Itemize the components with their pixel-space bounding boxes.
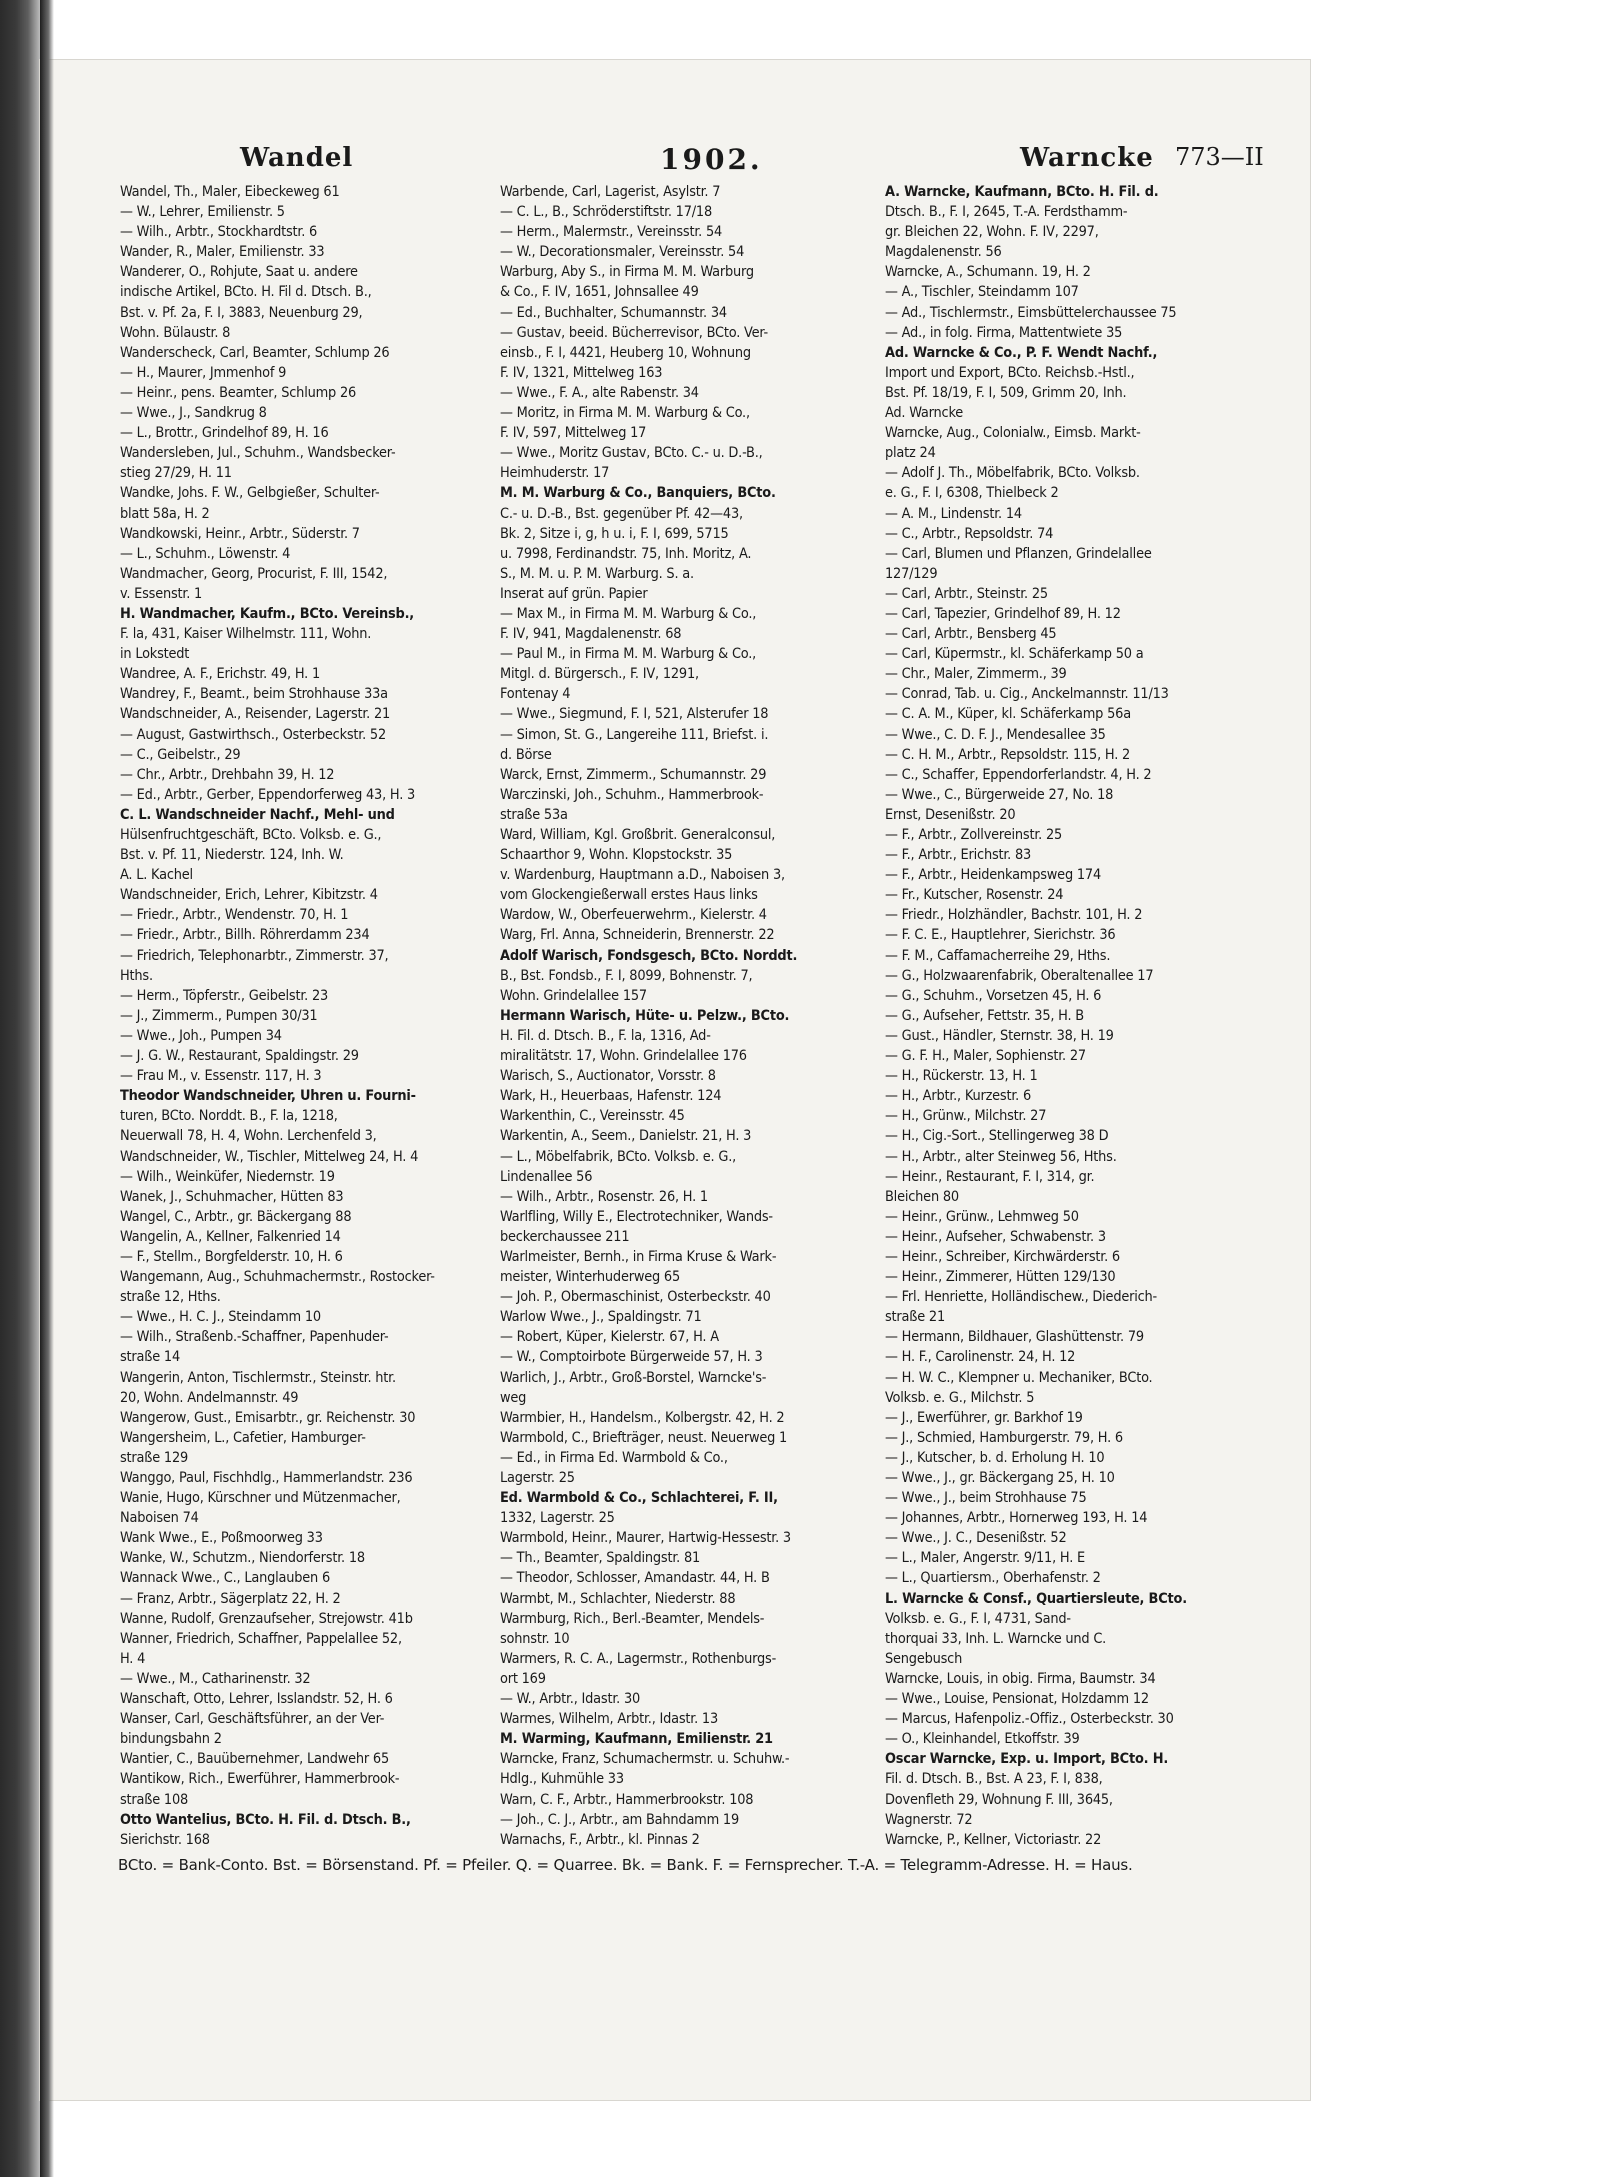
directory-entry-line: — C. A. M., Küper, kl. Schäferkamp 56a: [885, 706, 1131, 723]
directory-entry-line: — August, Gastwirthsch., Osterbeckstr. 52: [120, 726, 386, 743]
directory-entry-line: M. M. Warburg & Co., Banquiers, BCto.: [500, 485, 776, 502]
directory-entry-line: straße 108: [120, 1791, 189, 1808]
directory-entry-line: S., M. M. u. P. M. Warburg. S. a.: [500, 565, 694, 582]
directory-entry-line: C.- u. D.-B., Bst. gegenüber Pf. 42—43,: [500, 505, 743, 522]
directory-entry-line: Wangerow, Gust., Emisarbtr., gr. Reichenstr. 30: [120, 1409, 416, 1426]
directory-entry-line: — Heinr., Zimmerer, Hütten 129/130: [885, 1269, 1116, 1286]
directory-entry-line: Warkenthin, C., Vereinsstr. 45: [500, 1108, 685, 1125]
directory-entry-line: — Heinr., Schreiber, Kirchwärderstr. 6: [885, 1248, 1120, 1265]
directory-entry-line: — Fr., Kutscher, Rosenstr. 24: [885, 887, 1064, 904]
directory-entry-line: — F., Arbtr., Heidenkampsweg 174: [885, 867, 1101, 884]
directory-entry-line: Wandschneider, Erich, Lehrer, Kibitzstr. 4: [120, 887, 378, 904]
directory-entry-line: meister, Winterhuderweg 65: [500, 1269, 680, 1286]
directory-entry-line: — Wwe., Louise, Pensionat, Holzdamm 12: [885, 1691, 1149, 1708]
directory-entry-line: B., Bst. Fondsb., F. I, 8099, Bohnenstr. 7,: [500, 967, 753, 984]
directory-entry-line: — Friedr., Arbtr., Billh. Röhrerdamm 234: [120, 927, 370, 944]
directory-entry-line: u. 7998, Ferdinandstr. 75, Inh. Moritz, A.: [500, 545, 752, 562]
directory-entry-line: 1332, Lagerstr. 25: [500, 1510, 615, 1527]
directory-entry-line: F. la, 431, Kaiser Wilhelmstr. 111, Wohn.: [120, 626, 372, 643]
directory-entry-line: — Heinr., Aufseher, Schwabenstr. 3: [885, 1228, 1106, 1245]
directory-entry-line: Wandke, Johs. F. W., Gelbgießer, Schulter-: [120, 485, 380, 502]
directory-entry-line: Warncke, A., Schumann. 19, H. 2: [885, 264, 1091, 281]
directory-entry-line: Bleichen 80: [885, 1188, 959, 1205]
directory-entry-line: Warisch, S., Auctionator, Vorsstr. 8: [500, 1068, 716, 1085]
directory-entry-line: Warck, Ernst, Zimmerm., Schumannstr. 29: [500, 766, 767, 783]
directory-entry-line: — Chr., Arbtr., Drehbahn 39, H. 12: [120, 766, 335, 783]
header-right-word: Warncke: [1020, 143, 1154, 173]
directory-entry-line: — G. F. H., Maler, Sophienstr. 27: [885, 1048, 1086, 1065]
directory-entry-line: Wandschneider, W., Tischler, Mittelweg 24, H. 4: [120, 1148, 419, 1165]
column-1: [120, 182, 490, 1852]
directory-entry-line: — W., Arbtr., Idastr. 30: [500, 1691, 641, 1708]
directory-entry-line: Warg, Frl. Anna, Schneiderin, Brennerstr. 22: [500, 927, 775, 944]
directory-entry-line: Wanie, Hugo, Kürschner und Mützenmacher,: [120, 1490, 401, 1507]
directory-entry-line: thorquai 33, Inh. L. Warncke und C.: [885, 1630, 1107, 1647]
directory-entry-line: — Carl, Blumen und Pflanzen, Grindelallee: [885, 545, 1152, 562]
directory-entry-line: — Herm., Töpferstr., Geibelstr. 23: [120, 987, 329, 1004]
directory-entry-line: F. IV, 597, Mittelweg 17: [500, 425, 647, 442]
directory-entry-line: — J. G. W., Restaurant, Spaldingstr. 29: [120, 1048, 359, 1065]
directory-entry-line: [500, 1850, 868, 1852]
directory-entry-line: Import und Export, BCto. Reichsb.-Hstl.,: [885, 364, 1135, 381]
directory-entry-line: — Wilh., Straßenb.-Schaffner, Papenhuder-: [120, 1329, 389, 1346]
directory-entry-line: — Theodor, Schlosser, Amandastr. 44, H. B: [500, 1570, 770, 1587]
directory-entry-line: — Joh., C. J., Arbtr., am Bahndamm 19: [500, 1811, 739, 1828]
directory-entry-line: einsb., F. I, 4421, Heuberg 10, Wohnung: [500, 344, 751, 361]
directory-entry-line: Warmers, R. C. A., Lagermstr., Rothenburgs-: [500, 1650, 777, 1667]
directory-entry-line: Wagnerstr. 72: [885, 1811, 973, 1828]
directory-entry-line: Wandersleben, Jul., Schuhm., Wandsbecker-: [120, 445, 396, 462]
directory-entry-line: — Robert, Küper, Kielerstr. 67, H. A: [500, 1329, 719, 1346]
directory-entry-line: Warlmeister, Bernh., in Firma Kruse & Wark-: [500, 1248, 777, 1265]
directory-entry-line: gr. Bleichen 22, Wohn. F. IV, 2297,: [885, 224, 1099, 241]
directory-entry-line: — Paul M., in Firma M. M. Warburg & Co.,: [500, 646, 757, 663]
directory-entry-line: Wardow, W., Oberfeuerwehrm., Kielerstr. 4: [500, 907, 767, 924]
directory-entry-line: — H., Cig.-Sort., Stellingerweg 38 D: [885, 1128, 1109, 1145]
directory-entry-line: [120, 1850, 490, 1852]
directory-entry-line: in Lokstedt: [120, 646, 190, 663]
directory-entry-line: platz 24: [885, 445, 936, 462]
directory-entry-line: weg: [500, 1389, 527, 1406]
directory-entry-line: — L., Brottr., Grindelhof 89, H. 16: [120, 425, 329, 442]
directory-entry-line: v. Essenstr. 1: [120, 585, 203, 602]
directory-entry-line: — Wilh., Arbtr., Rosenstr. 26, H. 1: [500, 1188, 708, 1205]
directory-entry-line: Ernst, Desenißstr. 20: [885, 806, 1016, 823]
directory-entry-line: — Friedrich, Telephonarbtr., Zimmerstr. 37,: [120, 947, 389, 964]
directory-entry-line: Neuerwall 78, H. 4, Wohn. Lerchenfeld 3,: [120, 1128, 377, 1145]
directory-entry-line: — F., Arbtr., Erichstr. 83: [885, 847, 1032, 864]
directory-entry-line: — Th., Beamter, Spaldingstr. 81: [500, 1550, 701, 1567]
directory-entry-line: — H., Arbtr., alter Steinweg 56, Hths.: [885, 1148, 1117, 1165]
directory-entry-line: Wangerin, Anton, Tischlermstr., Steinstr. htr.: [120, 1369, 396, 1386]
directory-entry-line: Warncke, P., Kellner, Victoriastr. 22: [885, 1831, 1102, 1848]
directory-entry-line: miralitätstr. 17, Wohn. Grindelallee 176: [500, 1048, 747, 1065]
directory-entry-line: Wanschaft, Otto, Lehrer, Isslandstr. 52, H. 6: [120, 1691, 393, 1708]
directory-entry-line: — Ad., Tischlermstr., Eimsbüttelerchaussee 75: [885, 304, 1177, 321]
directory-entry-line: Sengebusch: [885, 1650, 963, 1667]
directory-entry-line: L. Warncke & Consf., Quartiersleute, BCto.: [885, 1590, 1187, 1607]
directory-entry-line: — F. M., Caffamacherreihe 29, Hths.: [885, 947, 1111, 964]
directory-entry-line: Warlich, J., Arbtr., Groß-Borstel, Warncke's-: [500, 1369, 767, 1386]
directory-entry-line: indische Artikel, BCto. H. Fil d. Dtsch. B.,: [120, 284, 372, 301]
directory-entry-line: straße 53a: [500, 806, 568, 823]
directory-entry-line: — Carl, Küpermstr., kl. Schäferkamp 50 a: [885, 646, 1144, 663]
directory-entry-line: Warnachs, F., Arbtr., kl. Pinnas 2: [500, 1831, 700, 1848]
directory-entry-line: Wandrey, F., Beamt., beim Strohhause 33a: [120, 686, 388, 703]
directory-entry-line: — Frau M., v. Essenstr. 117, H. 3: [120, 1068, 322, 1085]
directory-entry-line: Wanne, Rudolf, Grenzaufseher, Strejowstr. 41b: [120, 1610, 413, 1627]
directory-entry-line: ort 169: [500, 1670, 546, 1687]
directory-entry-line: Warmburg, Rich., Berl.-Beamter, Mendels-: [500, 1610, 765, 1627]
directory-entry-line: F. IV, 1321, Mittelweg 163: [500, 364, 663, 381]
directory-entry-line: Wanek, J., Schuhmacher, Hütten 83: [120, 1188, 344, 1205]
directory-entry-line: — L., Schuhm., Löwenstr. 4: [120, 545, 291, 562]
directory-entry-line: Wangel, C., Arbtr., gr. Bäckergang 88: [120, 1208, 352, 1225]
directory-entry-line: 20, Wohn. Andelmannstr. 49: [120, 1389, 299, 1406]
directory-entry-line: straße 129: [120, 1449, 189, 1466]
directory-entry-line: F. IV, 941, Magdalenenstr. 68: [500, 626, 682, 643]
directory-entry-line: Bst. v. Pf. 2a, F. I, 3883, Neuenburg 29,: [120, 304, 363, 321]
directory-entry-line: Fil. d. Dtsch. B., Bst. A 23, F. I, 838,: [885, 1771, 1103, 1788]
directory-entry-line: Wanke, W., Schutzm., Niendorferstr. 18: [120, 1550, 365, 1567]
page-header: [100, 143, 1305, 181]
directory-entry-line: Wohn. Bülaustr. 8: [120, 324, 231, 341]
directory-entry-line: Warmbold, C., Briefträger, neust. Neuerweg 1: [500, 1429, 788, 1446]
directory-entry-line: — Wwe., J., gr. Bäckergang 25, H. 10: [885, 1470, 1115, 1486]
directory-entry-line: — Carl, Arbtr., Bensberg 45: [885, 626, 1057, 643]
directory-entry-line: [885, 1850, 1290, 1852]
directory-entry-line: Hermann Warisch, Hüte- u. Pelzw., BCto.: [500, 1007, 790, 1024]
directory-entry-line: Warmbt, M., Schlachter, Niederstr. 88: [500, 1590, 736, 1607]
directory-entry-line: Warkentin, A., Seem., Danielstr. 21, H. 3: [500, 1128, 752, 1145]
directory-entry-line: Lindenallee 56: [500, 1168, 593, 1185]
directory-entry-line: — C., Arbtr., Repsoldstr. 74: [885, 525, 1054, 542]
directory-entry-line: straße 21: [885, 1309, 945, 1326]
column-3: [885, 182, 1290, 1852]
directory-entry-line: — Wilh., Weinküfer, Niedernstr. 19: [120, 1168, 335, 1185]
directory-entry-line: — Wwe., C. D. F. J., Mendesallee 35: [885, 726, 1106, 743]
directory-entry-line: Wantier, C., Bauübernehmer, Landwehr 65: [120, 1751, 390, 1768]
directory-entry-line: Naboisen 74: [120, 1510, 199, 1527]
directory-entry-line: C. L. Wandschneider Nachf., Mehl- und: [120, 806, 395, 823]
directory-entry-line: Wanner, Friedrich, Schaffner, Pappelallee 52,: [120, 1630, 402, 1647]
directory-entry-line: bindungsbahn 2: [120, 1731, 222, 1748]
directory-entry-line: — C. H. M., Arbtr., Repsoldstr. 115, H. 2: [885, 746, 1131, 763]
directory-entry-line: — A. M., Lindenstr. 14: [885, 505, 1022, 522]
directory-entry-line: Wandree, A. F., Erichstr. 49, H. 1: [120, 666, 320, 683]
directory-entry-line: — J., Zimmerm., Pumpen 30/31: [120, 1007, 318, 1024]
directory-entry-line: v. Wardenburg, Hauptmann a.D., Naboisen 3,: [500, 867, 785, 884]
directory-entry-line: M. Warming, Kaufmann, Emilienstr. 21: [500, 1731, 773, 1748]
directory-entry-line: — H. W. C., Klempner u. Mechaniker, BCto.: [885, 1369, 1153, 1386]
directory-entry-line: Hdlg., Kuhmühle 33: [500, 1771, 624, 1788]
directory-entry-line: — Friedr., Arbtr., Wendenstr. 70, H. 1: [120, 907, 349, 924]
directory-entry-line: Wandmacher, Georg, Procurist, F. III, 1542,: [120, 565, 388, 582]
directory-entry-line: Warlfling, Willy E., Electrotechniker, Wands-: [500, 1208, 773, 1225]
directory-entry-line: Warmbier, H., Handelsm., Kolbergstr. 42, H. 2: [500, 1409, 785, 1426]
directory-entry-line: straße 12, Hths.: [120, 1289, 221, 1306]
directory-entry-line: — G., Holzwaarenfabrik, Oberaltenallee 17: [885, 967, 1154, 984]
directory-entry-line: — Franz, Arbtr., Sägerplatz 22, H. 2: [120, 1590, 341, 1607]
directory-entry-line: Theodor Wandschneider, Uhren u. Fourni-: [120, 1088, 416, 1105]
directory-entry-line: Wantikow, Rich., Ewerführer, Hammerbrook-: [120, 1771, 400, 1788]
directory-entry-line: — F., Arbtr., Zollvereinstr. 25: [885, 827, 1063, 843]
directory-entry-line: Bst. v. Pf. 11, Niederstr. 124, Inh. W.: [120, 847, 344, 864]
directory-entry-line: — Carl, Tapezier, Grindelhof 89, H. 12: [885, 605, 1121, 622]
directory-entry-line: Warncke, Aug., Colonialw., Eimsb. Markt-: [885, 425, 1141, 442]
directory-entry-line: — Gustav, beeid. Bücherrevisor, BCto. Ver-: [500, 324, 769, 341]
directory-entry-line: — Johannes, Arbtr., Hornerweg 193, H. 14: [885, 1510, 1148, 1527]
header-year: 1902.: [660, 143, 763, 176]
directory-entry-line: H. Wandmacher, Kaufm., BCto. Vereinsb.,: [120, 605, 415, 622]
directory-entry-line: beckerchaussee 211: [500, 1228, 630, 1245]
directory-entry-line: Warmbold, Heinr., Maurer, Hartwig-Hessestr. 3: [500, 1530, 791, 1547]
directory-entry-line: — Herm., Malermstr., Vereinsstr. 54: [500, 224, 723, 241]
directory-entry-line: Inserat auf grün. Papier: [500, 585, 648, 602]
directory-entry-line: Volksb. e. G., Milchstr. 5: [885, 1389, 1035, 1406]
directory-entry-line: Hülsenfruchtgeschäft, BCto. Volksb. e. G.,: [120, 827, 382, 843]
directory-entry-line: — F., Stellm., Borgfelderstr. 10, H. 6: [120, 1248, 343, 1265]
directory-entry-line: A. L. Kachel: [120, 867, 193, 884]
directory-entry-line: Wangersheim, L., Cafetier, Hamburger-: [120, 1429, 366, 1446]
directory-entry-line: vom Glockengießerwall erstes Haus links: [500, 887, 758, 904]
directory-entry-line: — H., Grünw., Milchstr. 27: [885, 1108, 1047, 1125]
directory-entry-line: — Marcus, Hafenpoliz.-Offiz., Osterbeckstr. 30: [885, 1711, 1174, 1728]
directory-entry-line: — H., Arbtr., Kurzestr. 6: [885, 1088, 1032, 1105]
directory-entry-line: — J., Schmied, Hamburgerstr. 79, H. 6: [885, 1429, 1123, 1446]
directory-entry-line: — W., Decorationsmaler, Vereinsstr. 54: [500, 244, 745, 261]
directory-entry-line: Wanderer, O., Rohjute, Saat u. andere: [120, 264, 358, 281]
directory-entry-line: — Gust., Händler, Sternstr. 38, H. 19: [885, 1027, 1114, 1044]
directory-entry-line: d. Börse: [500, 746, 552, 763]
directory-entry-line: — C., Schaffer, Eppendorferlandstr. 4, H. 2: [885, 766, 1152, 783]
directory-entry-line: — W., Lehrer, Emilienstr. 5: [120, 204, 285, 221]
directory-entry-line: — Wwe., J., Sandkrug 8: [120, 405, 267, 422]
header-left-word: Wandel: [240, 143, 354, 173]
directory-entry-line: Wanggo, Paul, Fischhdlg., Hammerlandstr. 236: [120, 1470, 413, 1486]
directory-entry-line: Warburg, Aby S., in Firma M. M. Warburg: [500, 264, 754, 281]
directory-entry-line: — Wwe., M., Catharinenstr. 32: [120, 1670, 311, 1687]
directory-entry-line: blatt 58a, H. 2: [120, 505, 210, 522]
directory-entry-line: — Heinr., Restaurant, F. I, 314, gr.: [885, 1168, 1095, 1185]
directory-entry-line: — Chr., Maler, Zimmerm., 39: [885, 666, 1067, 683]
directory-entry-line: — Moritz, in Firma M. M. Warburg & Co.,: [500, 405, 750, 422]
directory-entry-line: 127/129: [885, 565, 938, 582]
directory-entry-line: Wandschneider, A., Reisender, Lagerstr. 21: [120, 706, 391, 723]
directory-entry-line: Wohn. Grindelallee 157: [500, 987, 647, 1004]
directory-entry-line: — Max M., in Firma M. M. Warburg & Co.,: [500, 605, 757, 622]
directory-entry-line: Lagerstr. 25: [500, 1470, 575, 1486]
directory-entry-line: — Ed., in Firma Ed. Warmbold & Co.,: [500, 1449, 728, 1466]
directory-entry-line: Bst. Pf. 18/19, F. I, 509, Grimm 20, Inh.: [885, 384, 1127, 401]
directory-entry-line: — Simon, St. G., Langereihe 111, Briefst. i.: [500, 726, 769, 743]
directory-entry-line: Warlow Wwe., J., Spaldingstr. 71: [500, 1309, 702, 1326]
directory-entry-line: Ad. Warncke: [885, 405, 964, 422]
directory-entry-line: Wangelin, A., Kellner, Falkenried 14: [120, 1228, 341, 1245]
directory-entry-line: stieg 27/29, H. 11: [120, 465, 232, 482]
directory-entry-line: Warncke, Franz, Schumachermstr. u. Schuhw.-: [500, 1751, 790, 1768]
directory-entry-line: Ward, William, Kgl. Großbrit. Generalconsul,: [500, 827, 776, 843]
directory-entry-line: — Ed., Arbtr., Gerber, Eppendorferweg 43, H. 3: [120, 786, 416, 803]
directory-entry-line: — H., Maurer, Jmmenhof 9: [120, 364, 287, 381]
directory-entry-line: turen, BCto. Norddt. B., F. la, 1218,: [120, 1108, 338, 1125]
directory-entry-line: — Joh. P., Obermaschinist, Osterbeckstr. 40: [500, 1289, 771, 1306]
directory-entry-line: — Hermann, Bildhauer, Glashüttenstr. 79: [885, 1329, 1144, 1346]
directory-entry-line: — C., Geibelstr., 29: [120, 746, 241, 763]
directory-entry-line: — Adolf J. Th., Möbelfabrik, BCto. Volksb.: [885, 465, 1140, 482]
directory-entry-line: — Frl. Henriette, Holländischew., Diederich-: [885, 1289, 1158, 1306]
directory-entry-line: — L., Möbelfabrik, BCto. Volksb. e. G.,: [500, 1148, 737, 1165]
directory-entry-line: — H., Rückerstr. 13, H. 1: [885, 1068, 1038, 1085]
directory-entry-line: H. 4: [120, 1650, 146, 1667]
directory-entry-line: Mitgl. d. Bürgersch., F. IV, 1291,: [500, 666, 699, 683]
directory-entry-line: — Ed., Buchhalter, Schumannstr. 34: [500, 304, 727, 321]
directory-entry-line: — O., Kleinhandel, Etkoffstr. 39: [885, 1731, 1080, 1748]
directory-entry-line: Schaarthor 9, Wohn. Klopstockstr. 35: [500, 847, 733, 864]
directory-entry-line: — C. L., B., Schröderstiftstr. 17/18: [500, 204, 712, 221]
directory-entry-line: straße 14: [120, 1349, 180, 1366]
directory-entry-line: Heimhuderstr. 17: [500, 465, 610, 482]
directory-entry-line: — A., Tischler, Steindamm 107: [885, 284, 1079, 301]
directory-entry-line: — G., Aufseher, Fettstr. 35, H. B: [885, 1007, 1084, 1024]
directory-entry-line: Sierichstr. 168: [120, 1831, 210, 1848]
directory-entry-line: — F. C. E., Hauptlehrer, Sierichstr. 36: [885, 927, 1116, 944]
directory-entry-line: Oscar Warncke, Exp. u. Import, BCto. H.: [885, 1751, 1169, 1768]
directory-entry-line: sohnstr. 10: [500, 1630, 570, 1647]
directory-entry-line: H. Fil. d. Dtsch. B., F. la, 1316, Ad-: [500, 1027, 711, 1044]
directory-entry-line: Wannack Wwe., C., Langlauben 6: [120, 1570, 331, 1587]
directory-entry-line: Warncke, Louis, in obig. Firma, Baumstr. 34: [885, 1670, 1156, 1687]
directory-entry-line: — Wwe., Siegmund, F. I, 521, Alsterufer 18: [500, 706, 769, 723]
directory-entry-line: — H. F., Carolinenstr. 24, H. 12: [885, 1349, 1076, 1366]
directory-entry-line: e. G., F. I, 6308, Thielbeck 2: [885, 485, 1059, 502]
directory-entry-line: Volksb. e. G., F. I, 4731, Sand-: [885, 1610, 1071, 1627]
directory-entry-line: Magdalenenstr. 56: [885, 244, 1002, 261]
directory-entry-line: Warn, C. F., Arbtr., Hammerbrookstr. 108: [500, 1791, 754, 1808]
abbreviation-legend: BCto. = Bank-Conto. Bst. = Börsenstand. Pf. = Pfeiler. Q. = Quarree. Bk. = Bank. F. = Fernsprecher. T.-A. = Telegramm-Adresse. H. = Haus.: [118, 1856, 1133, 1874]
directory-entry-line: — J., Ewerführer, gr. Barkhof 19: [885, 1409, 1083, 1426]
directory-entry-line: Dovenfleth 29, Wohnung F. III, 3645,: [885, 1791, 1113, 1808]
directory-entry-line: — Heinr., pens. Beamter, Schlump 26: [120, 384, 357, 401]
page-binding-shadow: [40, 0, 54, 2177]
directory-entry-line: — Wwe., J. C., Desenißstr. 52: [885, 1530, 1067, 1547]
directory-entry-line: Warbende, Carl, Lagerist, Asylstr. 7: [500, 184, 721, 200]
directory-entry-line: Adolf Warisch, Fondsgesch, BCto. Norddt.: [500, 947, 798, 964]
directory-entry-line: Dtsch. B., F. I, 2645, T.-A. Ferdsthamm-: [885, 204, 1128, 221]
directory-entry-line: Wander, R., Maler, Emilienstr. 33: [120, 244, 325, 261]
directory-entry-line: — J., Kutscher, b. d. Erholung H. 10: [885, 1449, 1105, 1466]
directory-entry-line: — Heinr., Grünw., Lehmweg 50: [885, 1208, 1079, 1225]
directory-entry-line: — G., Schuhm., Vorsetzen 45, H. 6: [885, 987, 1102, 1004]
directory-entry-line: — Wwe., Moritz Gustav, BCto. C.- u. D.-B.,: [500, 445, 763, 462]
directory-entry-line: Ad. Warncke & Co., P. F. Wendt Nachf.,: [885, 344, 1158, 361]
directory-entry-line: — Conrad, Tab. u. Cig., Anckelmannstr. 11/13: [885, 686, 1169, 703]
directory-entry-line: Wark, H., Heuerbaas, Hafenstr. 124: [500, 1088, 722, 1105]
directory-entry-line: Wangemann, Aug., Schuhmachermstr., Rostocker-: [120, 1269, 435, 1286]
directory-entry-line: — Wwe., H. C. J., Steindamm 10: [120, 1309, 321, 1326]
directory-entry-line: — L., Maler, Angerstr. 9/11, H. E: [885, 1550, 1085, 1567]
directory-entry-line: — Wwe., F. A., alte Rabenstr. 34: [500, 384, 699, 401]
directory-entry-line: Warczinski, Joh., Schuhm., Hammerbrook-: [500, 786, 764, 803]
directory-entry-line: — Wilh., Arbtr., Stockhardtstr. 6: [120, 224, 318, 241]
directory-entry-line: Wandkowski, Heinr., Arbtr., Süderstr. 7: [120, 525, 360, 542]
directory-entry-line: Fontenay 4: [500, 686, 571, 703]
directory-entry-line: & Co., F. IV, 1651, Johnsallee 49: [500, 284, 699, 301]
page-number: 773—II: [1175, 143, 1264, 171]
directory-entry-line: Wanderscheck, Carl, Beamter, Schlump 26: [120, 344, 390, 361]
directory-entry-line: — L., Quartiersm., Oberhafenstr. 2: [885, 1570, 1101, 1587]
directory-entry-line: — Wwe., Joh., Pumpen 34: [120, 1027, 282, 1044]
directory-entry-line: — Carl, Arbtr., Steinstr. 25: [885, 585, 1048, 602]
directory-entry-line: Wandel, Th., Maler, Eibeckeweg 61: [120, 184, 340, 200]
directory-entry-line: — W., Comptoirbote Bürgerweide 57, H. 3: [500, 1349, 763, 1366]
column-2: [500, 182, 868, 1852]
directory-entry-line: Wank Wwe., E., Poßmoorweg 33: [120, 1530, 323, 1547]
directory-entry-line: Hths.: [120, 967, 153, 984]
directory-entry-line: Bk. 2, Sitze i, g, h u. i, F. I, 699, 5715: [500, 525, 729, 542]
directory-entry-line: A. Warncke, Kaufmann, BCto. H. Fil. d.: [885, 184, 1159, 200]
directory-entry-line: — Wwe., J., beim Strohhause 75: [885, 1490, 1087, 1507]
directory-entry-line: Wanser, Carl, Geschäftsführer, an der Ver-: [120, 1711, 385, 1728]
directory-entry-line: Otto Wantelius, BCto. H. Fil. d. Dtsch. B.,: [120, 1811, 411, 1828]
directory-entry-line: — Ad., in folg. Firma, Mattentwiete 35: [885, 324, 1123, 341]
directory-entry-line: — Friedr., Holzhändler, Bachstr. 101, H. 2: [885, 907, 1143, 924]
directory-entry-line: — Wwe., C., Bürgerweide 27, No. 18: [885, 786, 1114, 803]
book-gutter: [0, 0, 40, 2177]
directory-entry-line: Warmes, Wilhelm, Arbtr., Idastr. 13: [500, 1711, 718, 1728]
directory-entry-line: Ed. Warmbold & Co., Schlachterei, F. II,: [500, 1490, 778, 1507]
